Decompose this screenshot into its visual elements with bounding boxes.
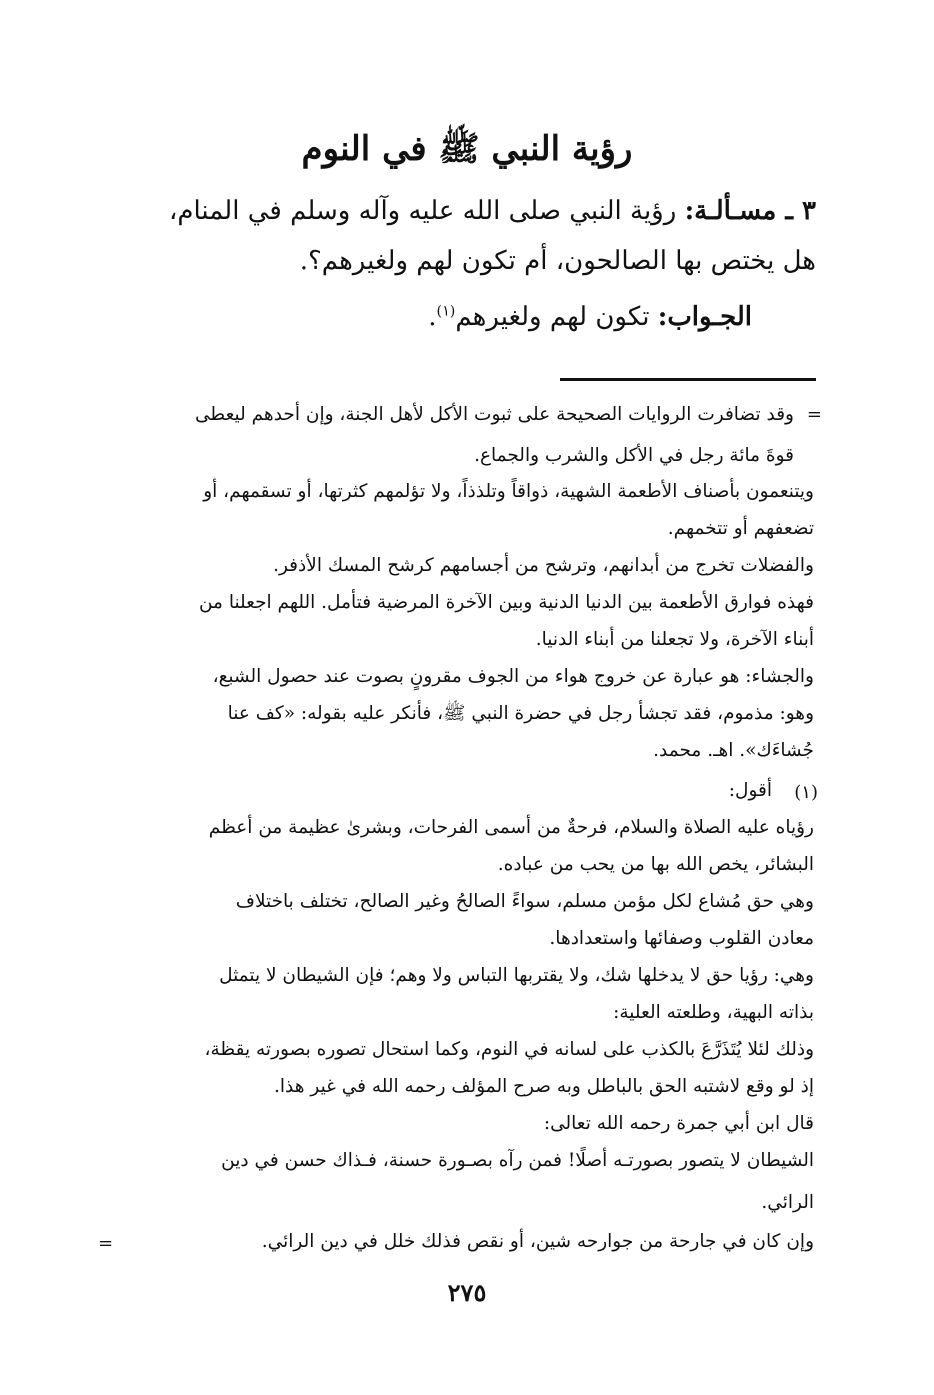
chapter-title: رؤية النبي ﷺ في النوم: [301, 129, 633, 169]
footnote-ref: (١): [436, 303, 456, 320]
footnote-line: الرائي.: [761, 1192, 814, 1213]
continuation-mark: =: [806, 404, 822, 425]
footnote-cont-line: تضعفهم أو تتخمهم.: [667, 518, 814, 539]
footnote-line: أقول:: [728, 780, 772, 801]
footnote-line: بذاته البهية، وطلعته العلية:: [613, 1002, 814, 1023]
question-line-2: [300, 246, 816, 276]
footnote-line: قال ابن أبي جمرة رحمه الله تعالى:: [543, 1113, 814, 1134]
footnote-line: الشيطان لا يتصور بصورتـه أصلًا! فمن رآه بصـورة حسنة، فـذاك حسن في دين: [221, 1150, 814, 1171]
answer-label: الجـواب:: [657, 302, 752, 332]
question-text-2: هل يختص بها الصالحون، أم تكون لهم ولغيرهم؟.: [299, 246, 816, 276]
footnote-line: البشائر، يخص الله بها من يحب من عباده.: [497, 854, 814, 875]
answer-text: تكون لهم ولغيرهم: [455, 302, 658, 332]
page-number: ٢٧٥: [447, 1278, 487, 1307]
question-line-1: [169, 196, 816, 226]
footnote-cont-line: فهذه فوارق الأطعمة بين الدنيا الدنية وبين الآخرة المرضية فتأمل. اللهم اجعلنا من: [198, 592, 814, 613]
answer-end: .: [428, 302, 437, 332]
footnote-number: (١): [794, 782, 818, 803]
footnote-line: معادن القلوب وصفائها واستعدادها.: [549, 928, 814, 949]
footnote-cont-line: وقد تضافرت الروايات الصحيحة على ثبوت الأكل لأهل الجنة، وإن أحدهم ليعطى: [195, 404, 794, 425]
footnote-cont-line: جُشاءَك». اهـ. محمد.: [653, 740, 814, 761]
footnote-line: وإن كان في جارحة من جوارحه شين، أو نقص فذلك خلل في دين الرائي.: [261, 1231, 814, 1252]
question-number-label: ٣ ـ مسـألـة:: [684, 196, 816, 226]
footnote-line: إذ لو وقع لاشتبه الحق بالباطل وبه صرح المؤلف رحمه الله في غير هذا.: [274, 1076, 814, 1097]
continues-mark: =: [98, 1233, 114, 1254]
footnote-cont-line: أبناء الآخرة، ولا تجعلنا من أبناء الدنيا.: [535, 629, 814, 650]
footnote-line: رؤياه عليه الصلاة والسلام، فرحةٌ من أسمى الفرحات، وبشرىٰ عظيمة من أعظم: [208, 817, 814, 838]
footnote-cont-line: والجشاء: هو عبارة عن خروج هواء من الجوف مقرونٍ بصوت عند حصول الشبع،: [212, 666, 814, 687]
answer-line: [428, 302, 752, 332]
footnote-line: وذلك لئلا يُتَذَرَّعَ بالكذب على لسانه في النوم، وكما استحال تصوره بصورته يقظة،: [204, 1039, 814, 1060]
question-text-1: رؤية النبي صلى الله عليه وآله وسلم في المنام،: [169, 196, 685, 226]
footnote-line: وهي حق مُشاع لكل مؤمن مسلم، سواءً الصالحُ وغير الصالح، تختلف باختلاف: [235, 891, 814, 912]
footnote-cont-line: وهو: مذموم، فقد تجشأ رجل في حضرة النبي ﷺ، فأنكر عليه بقوله: «كف عنا: [227, 703, 814, 724]
footnote-cont-line: والفضلات تخرج من أبدانهم، وترشح من أجسامهم كرشح المسك الأذفر.: [273, 555, 814, 576]
footnote-line: وهي: رؤيا حق لا يدخلها شك، ولا يقتربها التباس ولا وهم؛ فإن الشيطان لا يتمثل: [219, 965, 814, 986]
footnote-cont-line: ويتنعمون بأصناف الأطعمة الشهية، ذواقاً وتلذذاً، ولا تؤلمهم كثرتها، أو تسقمهم، أو: [203, 481, 814, 502]
footnote-separator: [560, 378, 816, 381]
footnote-cont-line: قوةَ مائة رجل في الأكل والشرب والجماع.: [474, 445, 794, 466]
